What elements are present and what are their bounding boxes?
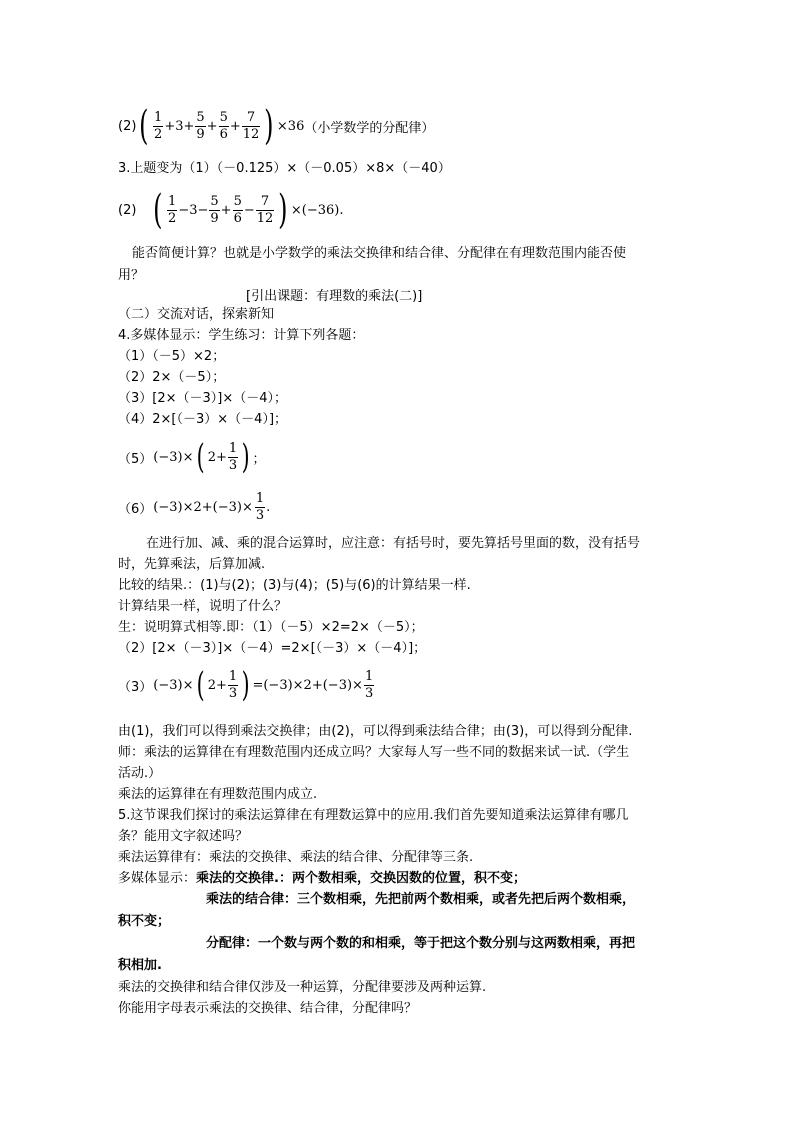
paragraph: 乘法的交换律和结合律仅涉及一种运算，分配律要涉及两种运算. bbox=[118, 980, 487, 995]
question-3: 3.上题变为（1）（－0.125）×（－0.05）×8×（－40） bbox=[118, 161, 451, 176]
paragraph: 计算结果一样，说明了什么？ bbox=[118, 599, 288, 614]
fraction: $\frac{5}{6}$ bbox=[219, 109, 228, 142]
paragraph: 比较的结果.：(1)与(2)；(3)与(4)；(5)与(6)的计算结果一样. bbox=[118, 578, 471, 593]
exercise-3: （3）[2×（－3）]×（－4）； bbox=[118, 391, 288, 406]
fraction: $\frac{1}{3}$ bbox=[364, 668, 374, 701]
exercise-6: （6） (−3)×2+(−3)× $\frac{1}{3}$ . bbox=[118, 491, 271, 523]
right-paren: ) bbox=[278, 187, 288, 233]
fraction: $\frac{1}{3}$ bbox=[255, 491, 265, 523]
expression-q3-2: (2) ( 1 2 −3− $\frac{5}{9}$ + $\frac{5}{6}$ − $\frac{7}{12}$ ) ×(−36). bbox=[118, 187, 344, 233]
student-answer-3: （3） (−3)× ( 2+ $\frac{1}{3}$ ) =(−3)×2+(−3)× $\frac{1}{3}$ bbox=[118, 665, 374, 705]
right-paren: ) bbox=[241, 665, 250, 705]
exercise-1: （1）（－5）×2； bbox=[118, 349, 226, 364]
exercise-5: （5） (−3)× ( 2+ $\frac{1}{3}$ ) ； bbox=[118, 437, 266, 477]
associative-law: 乘法的结合律：三个数相乘，先把前两个数相乘，或者先把后两个数相乘， bbox=[206, 892, 636, 907]
distributive-law-cont: 积相加. bbox=[118, 958, 162, 973]
right-paren: ) bbox=[241, 437, 250, 477]
exercise-4: （4）2×[（－3）×（－4）]； bbox=[118, 412, 288, 427]
fraction: $\frac{5}{6}$ bbox=[233, 193, 242, 226]
expr-note: （小学数学的分配律） bbox=[304, 120, 435, 136]
fraction: 1 2 bbox=[168, 193, 177, 226]
expr-label: (2) bbox=[118, 118, 137, 134]
expression-distributive: (2) ( 1 2 +3+ $\frac{5}{9}$ + $\frac{5}{6}$ + $\frac{7}{12}$ ) ×36 （小学数学的分配律） bbox=[118, 103, 435, 149]
paragraph: 多媒体显示： bbox=[118, 871, 197, 886]
paragraph: 在进行加、减、乘的混合运算时，应注意：有括号时，要先算括号里面的数，没有括号 bbox=[146, 536, 641, 551]
paragraph: 你能用字母表示乘法的交换律、结合律，分配律吗？ bbox=[118, 1001, 418, 1016]
paragraph: 用？ bbox=[118, 268, 145, 283]
lesson-title: [引出课题：有理数的乘法(二)] bbox=[246, 289, 423, 304]
left-paren: ( bbox=[197, 665, 206, 705]
paragraph: （2）[2×（－3）]×（－4）=2×[（－3）×（－4）]； bbox=[118, 641, 427, 656]
associative-law-cont: 积不变； bbox=[118, 914, 171, 929]
paragraph: 时，先算乘法，后算加减. bbox=[118, 557, 266, 572]
fraction: $\frac{1}{3}$ bbox=[228, 440, 238, 473]
paragraph: 师：乘法的运算律在有理数范围内还成立吗？大家每人写一些不同的数据来试一试.（学生 bbox=[118, 745, 630, 760]
paragraph: 生：说明算式相等.即：（1）（－5）×2=2×（－5）； bbox=[118, 620, 424, 635]
commutative-law: 乘法的交换律.：两个数相乘，交换因数的位置，积不变； bbox=[196, 871, 526, 886]
paragraph: 乘法运算律有：乘法的交换律、乘法的结合律、分配律等三条. bbox=[118, 850, 474, 865]
fraction: $\frac{5}{9}$ bbox=[196, 109, 205, 142]
fraction: $\frac{5}{9}$ bbox=[210, 193, 219, 226]
paragraph: 由(1)，我们可以得到乘法交换律；由(2)，可以得到乘法结合律；由(3)，可以得到分配律. bbox=[118, 724, 633, 739]
question-4: 4.多媒体显示：学生练习：计算下列各题： bbox=[118, 328, 365, 343]
left-paren: ( bbox=[139, 103, 149, 149]
distributive-law: 分配律：一个数与两个数的和相乘，等于把这个数分别与这两数相乘，再把 bbox=[206, 936, 636, 951]
fraction: $\frac{7}{12}$ bbox=[242, 109, 260, 142]
exercise-2: （2）2×（－5）； bbox=[118, 370, 226, 385]
question-5: 5.这节课我们探讨的乘法运算律在有理数运算中的应用.我们首先要知道乘法运算律有哪几 bbox=[118, 808, 629, 823]
left-paren: ( bbox=[197, 437, 206, 477]
paragraph: 乘法的运算律在有理数范围内成立. bbox=[118, 787, 318, 802]
fraction: $\frac{7}{12}$ bbox=[256, 193, 274, 226]
section-heading: （二）交流对话，探索新知 bbox=[118, 307, 275, 322]
right-paren: ) bbox=[264, 103, 274, 149]
paragraph: 能否简便计算？也就是小学数学的乘法交换律和结合律、分配律在有理数范围内能否使 bbox=[132, 246, 627, 261]
left-paren: ( bbox=[153, 187, 163, 233]
paragraph: 活动.） bbox=[118, 766, 162, 781]
fraction: $\frac{1}{3}$ bbox=[228, 668, 238, 701]
fraction: 1 2 bbox=[154, 109, 163, 142]
question-5-cont: 条？能用文字叙述吗？ bbox=[118, 829, 249, 844]
